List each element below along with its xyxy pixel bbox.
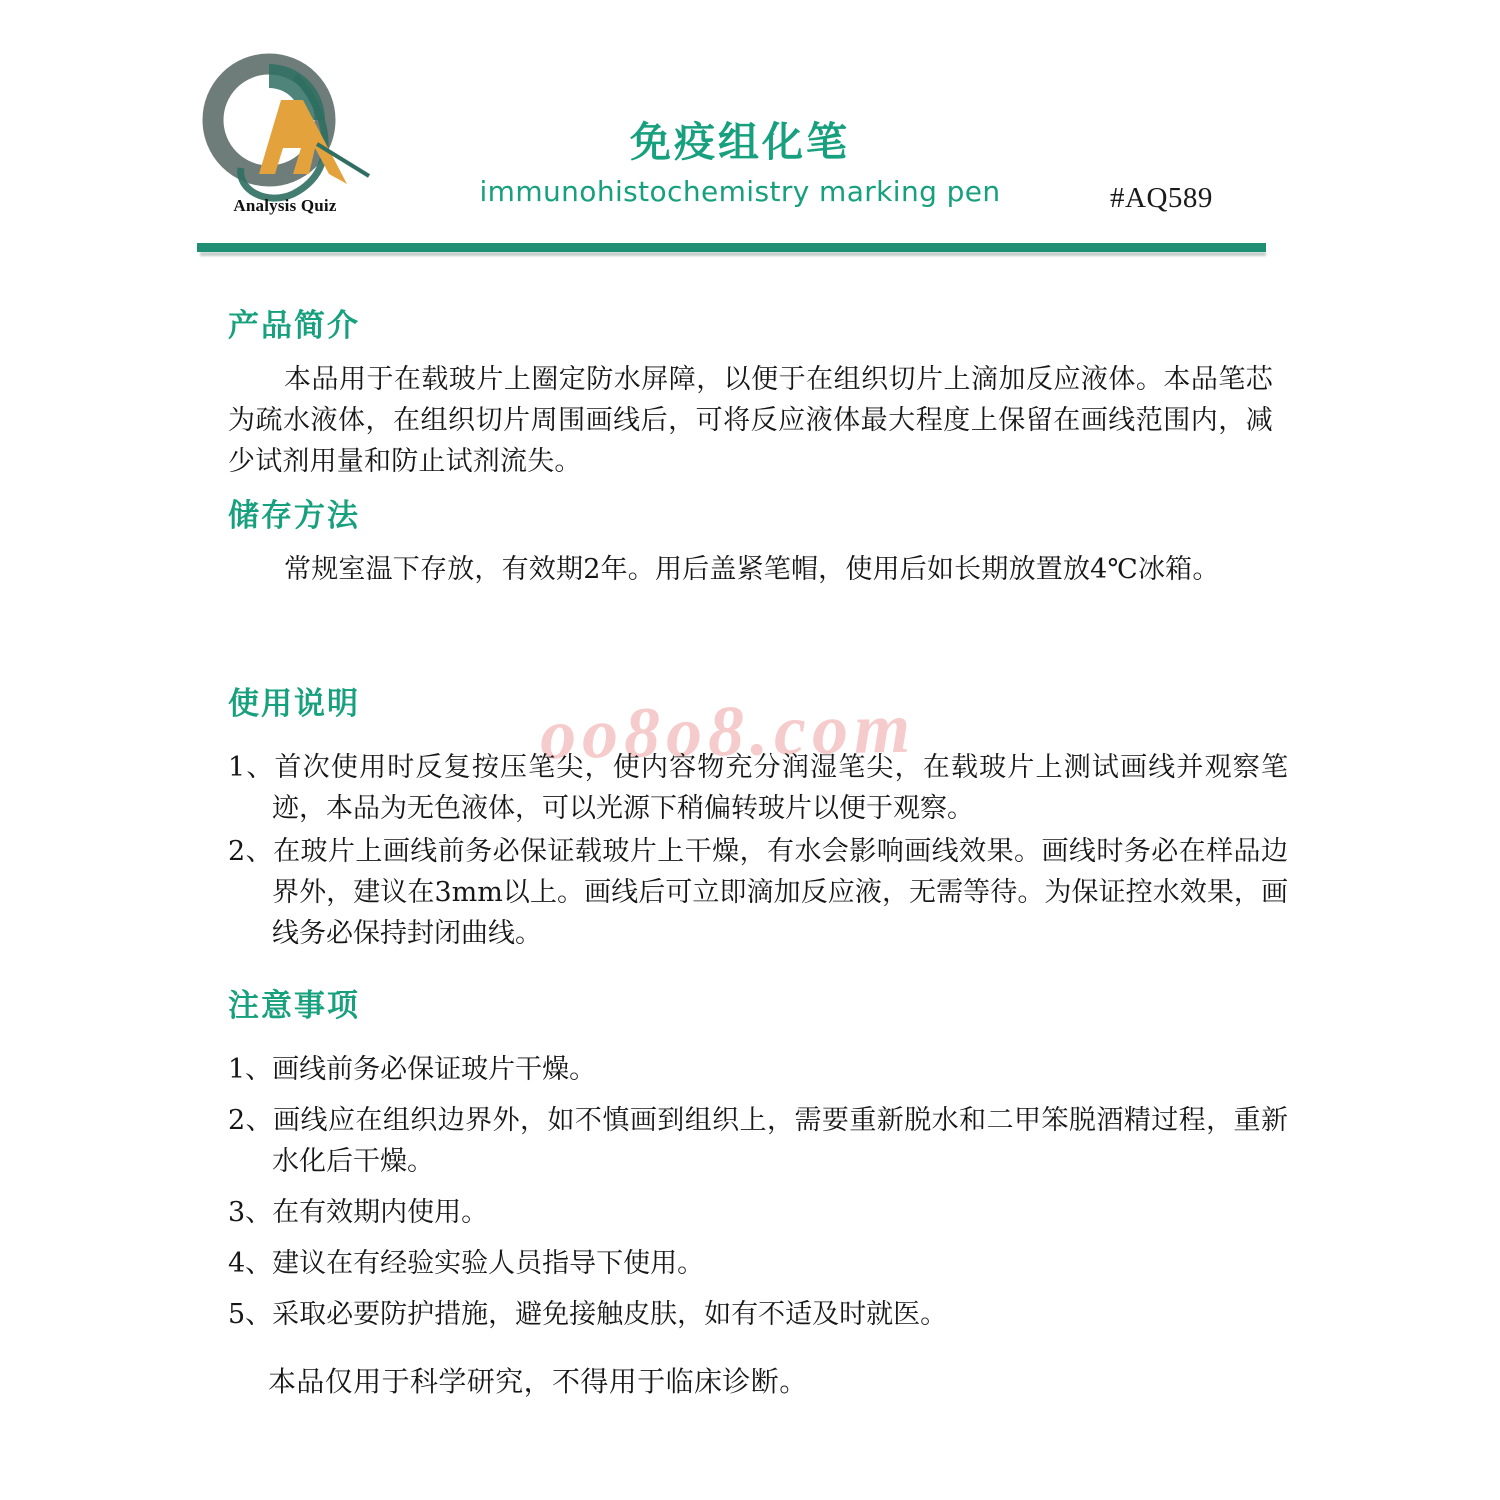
list-item: 1、画线前务必保证玻片干燥。 — [228, 1054, 597, 1085]
page-title-cn: 免疫组化笔 — [630, 118, 850, 166]
catalog-number: #AQ589 — [1110, 182, 1213, 214]
list-item: 4、建议在有经验实验人员指导下使用。 — [228, 1248, 705, 1280]
list-item: 1、首次使用时反复按压笔尖，使内容物充分润湿笔尖，在载玻片上测试画线并观察笔迹，本品为无色液体，可以光源下稍偏转玻片以便于观察。 — [228, 752, 1288, 825]
disclaimer-text: 本品仅用于科学研究，不得用于临床诊断。 — [268, 1365, 808, 1398]
section-text-intro: 本品用于在载玻片上圈定防水屏障，以便于在组织切片上滴加反应液体。本品笔芯为疏水液体，在组织切片周围画线后，可将反应液体最大程度上保留在画线范围内，减少试剂用量和防止试剂流失。 — [228, 364, 1273, 478]
page-title-en: immunohistochemistry marking pen — [479, 175, 1001, 209]
list-item: 2、在玻片上画线前务必保证载玻片上干燥，有水会影响画线效果。画线时务必在样品边界外，建议在3mm以上。画线后可立即滴加反应液，无需等待。为保证控水效果，画线务必保持封闭曲线。 — [228, 836, 1288, 950]
header-rule — [197, 243, 1266, 252]
list-item: 2、画线应在组织边界外，如不慎画到组织上，需要重新脱水和二甲笨脱酒精过程，重新水化后干燥。 — [228, 1105, 1288, 1178]
list-item: 5、采取必要防护措施，避免接触皮肤，如有不适及时就医。 — [228, 1299, 948, 1331]
logo-wordmark: Analysis Quiz — [233, 196, 337, 215]
section-heading-notes: 注意事项 — [228, 988, 360, 1024]
document-header — [0, 0, 1500, 270]
section-storage — [228, 490, 1273, 590]
section-heading-usage: 使用说明 — [228, 686, 360, 722]
list-item: 3、在有效期内使用。 — [228, 1197, 489, 1229]
header-rule-shadow — [200, 252, 1266, 256]
title-block — [430, 120, 1050, 208]
section-heading-storage: 储存方法 — [228, 498, 360, 534]
section-product-intro — [228, 300, 1273, 482]
company-logo — [197, 48, 387, 228]
section-notes — [228, 980, 1288, 1345]
section-text-storage: 常规室温下存放，有效期2年。用后盖紧笔帽，使用后如长期放置放4℃冰箱。 — [284, 554, 1220, 585]
section-heading-intro: 产品简介 — [228, 308, 360, 344]
watermark-text: oo8o8.com — [539, 687, 917, 775]
section-usage — [228, 678, 1288, 956]
